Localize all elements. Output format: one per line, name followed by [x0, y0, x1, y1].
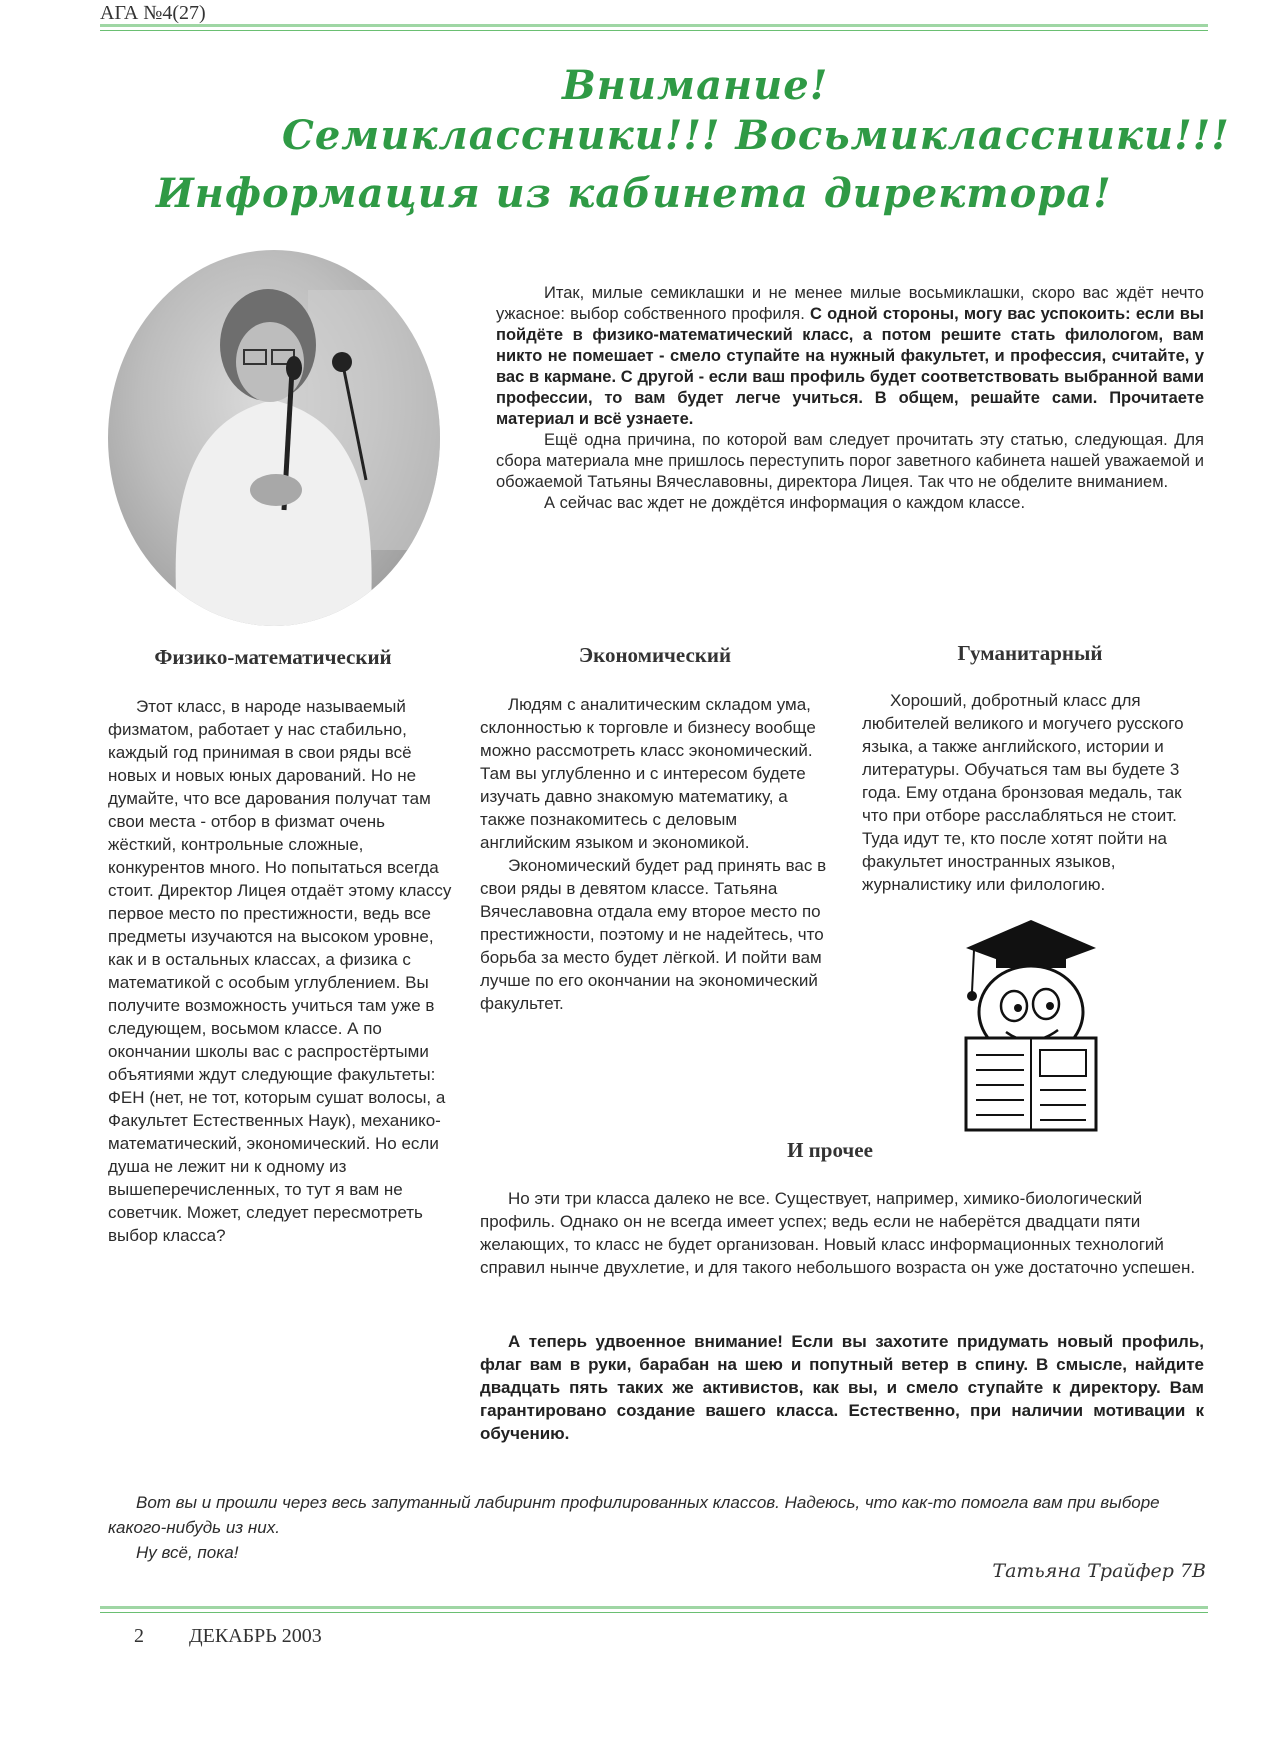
bottom-rule-thin — [100, 1612, 1208, 1613]
closing-section — [108, 1490, 1204, 1565]
top-rule — [100, 24, 1208, 27]
page-footer — [134, 1625, 362, 1648]
director-photo — [108, 250, 440, 626]
bottom-rule — [100, 1606, 1208, 1609]
gumanit-text: Хороший, добротный класс для любителей великого и могучего русского языка, а также английского, истории и литературы. Обучаться там вы будете 3 года. Ему отдана бронзовая медаль, так что при отборе расслабляться не стоит. Туда идут те, кто после хотят пойти на факультет иностранных языков, журналистику или филологию. — [862, 691, 1184, 894]
prochee-text: Но эти три класса далеко не все. Существует, например, химико-биологический профиль. Однако он не всегда имеет успех; ведь если не наберётся двадцати пяти желающих, то класс не будет организован. Новый класс информационных технологий справил нынче двухлетие, и для такого небольшого возраста он уже достаточно успешен. — [480, 1189, 1196, 1277]
prochee-section — [480, 1187, 1204, 1279]
photo-figure — [108, 250, 440, 626]
intro-bold: С одной стороны, могу вас успокоить: если вы пойдёте в физико-математический класс, а потом решите стать филологом, вам никто не помешает - смело ступайте на нужный факультет, и профессия, считайте, у вас в кармане. С другой - если ваш профиль будет соответствовать выбранной вами профессии, то вам будет легче учиться. В общем, решайте сами. Прочитаете материал и всё узнаете. — [496, 305, 1204, 428]
fizmat-text: Этот класс, в народе называемый физматом, работает у нас стабильно, каждый год принимая в свои ряды всё новых и новых юных дарований. Но не думайте, что все дарования получат там свои места - отбор в физмат очень жёсткий, контрольные сложные, конкурентов много. Но попытаться всегда стоит. Директор Лицея отдаёт этому классу первое место по престижности, ведь все предметы изучаются на высоком уровне, как и в остальных классах, а физика с математикой с особым углублением. Вы получите возможность учиться там уже в следующем, восьмом классе. А по окончании школы вас с распростёртыми объятиями ждут следующие факультеты: ФЕН (нет, не тот, которым сушат волосы, а Факультет Естественных Наук), механико-математический, экономический. Но если душа не лежит ни к одному из вышеперечисленных, то тут я вам не советчик. Может, следует пересмотреть выбор класса? — [108, 697, 452, 1245]
fizmat-column — [108, 695, 452, 1247]
econom-p1: Людям с аналитическим складом ума, склонностью к торговле и бизнесу вообще можно рассмотреть класс экономический. Там вы углубленно и с интересом будете изучать давно знакомую математику, а также познакомитесь с деловым английским языком и экономикой. — [480, 695, 816, 852]
issue-label: АГА №4(27) — [100, 2, 206, 24]
cartoon-drawing — [946, 920, 1116, 1140]
econom-column — [480, 693, 830, 1015]
intro-normal: Итак, милые семиклашки и не менее милые восьмиклашки, скоро вас ждёт нечто ужасное: выбор собственного профиля. — [496, 284, 1204, 323]
intro-p2: Ещё одна причина, по которой вам следует прочитать эту статью, следующая. Для сбора материала мне пришлось переступить порог заветного кабинета нашей уважаемой и обожаемой Татьяны Вячеславовны, директора Лицея. Так что не обделите вниманием. — [496, 431, 1204, 491]
title-line-3: Информация из кабинета директора! — [156, 170, 1112, 217]
attention-text: А теперь удвоенное внимание! Если вы захотите придумать новый профиль, флаг вам в руки, барабан на шею и попутный ветер в спину. В смысле, найдите двадцать пять таких же активистов, как вы, и смело ступайте к директору. Вам гарантировано создание вашего класса. Естественно, при наличии мотивации к обучению. — [480, 1332, 1204, 1443]
closing-line-1: Вот вы и прошли через весь запутанный лабиринт профилированных классов. Надеюсь, что как-то помогла вам при выборе какого-нибудь из них. — [108, 1493, 1160, 1537]
author-signature: Татьяна Трайфер 7В — [992, 1560, 1206, 1582]
title-line-2: Семиклассники!!! Восьмиклассники!!! — [282, 112, 1230, 159]
closing-line-2: Ну всё, пока! — [136, 1543, 239, 1562]
issue-date: ДЕКАБРЬ 2003 — [189, 1625, 322, 1647]
heading-fizmat: Физико-математический — [154, 645, 392, 669]
intro-text — [496, 283, 1204, 514]
attention-section — [480, 1330, 1204, 1445]
heading-gumanit: Гуманитарный — [957, 641, 1103, 665]
top-rule-thin — [100, 30, 1208, 31]
gumanit-column — [862, 689, 1206, 896]
graduate-cartoon — [946, 920, 1116, 1140]
intro-p3: А сейчас вас ждет не дождётся информация о каждом классе. — [544, 494, 1026, 512]
title-line-1: Внимание! — [562, 62, 829, 109]
econom-p2: Экономический будет рад принять вас в свои ряды в девятом классе. Татьяна Вячеславовна отдала ему второе место по престижности, поэтому и не надейтесь, что борьба за место будет лёгкой. И пойти вам лучше по его окончании на экономический факультет. — [480, 856, 827, 1013]
heading-prochee: И прочее — [787, 1138, 873, 1162]
page-number: 2 — [134, 1625, 144, 1647]
heading-econom: Экономический — [578, 643, 732, 667]
